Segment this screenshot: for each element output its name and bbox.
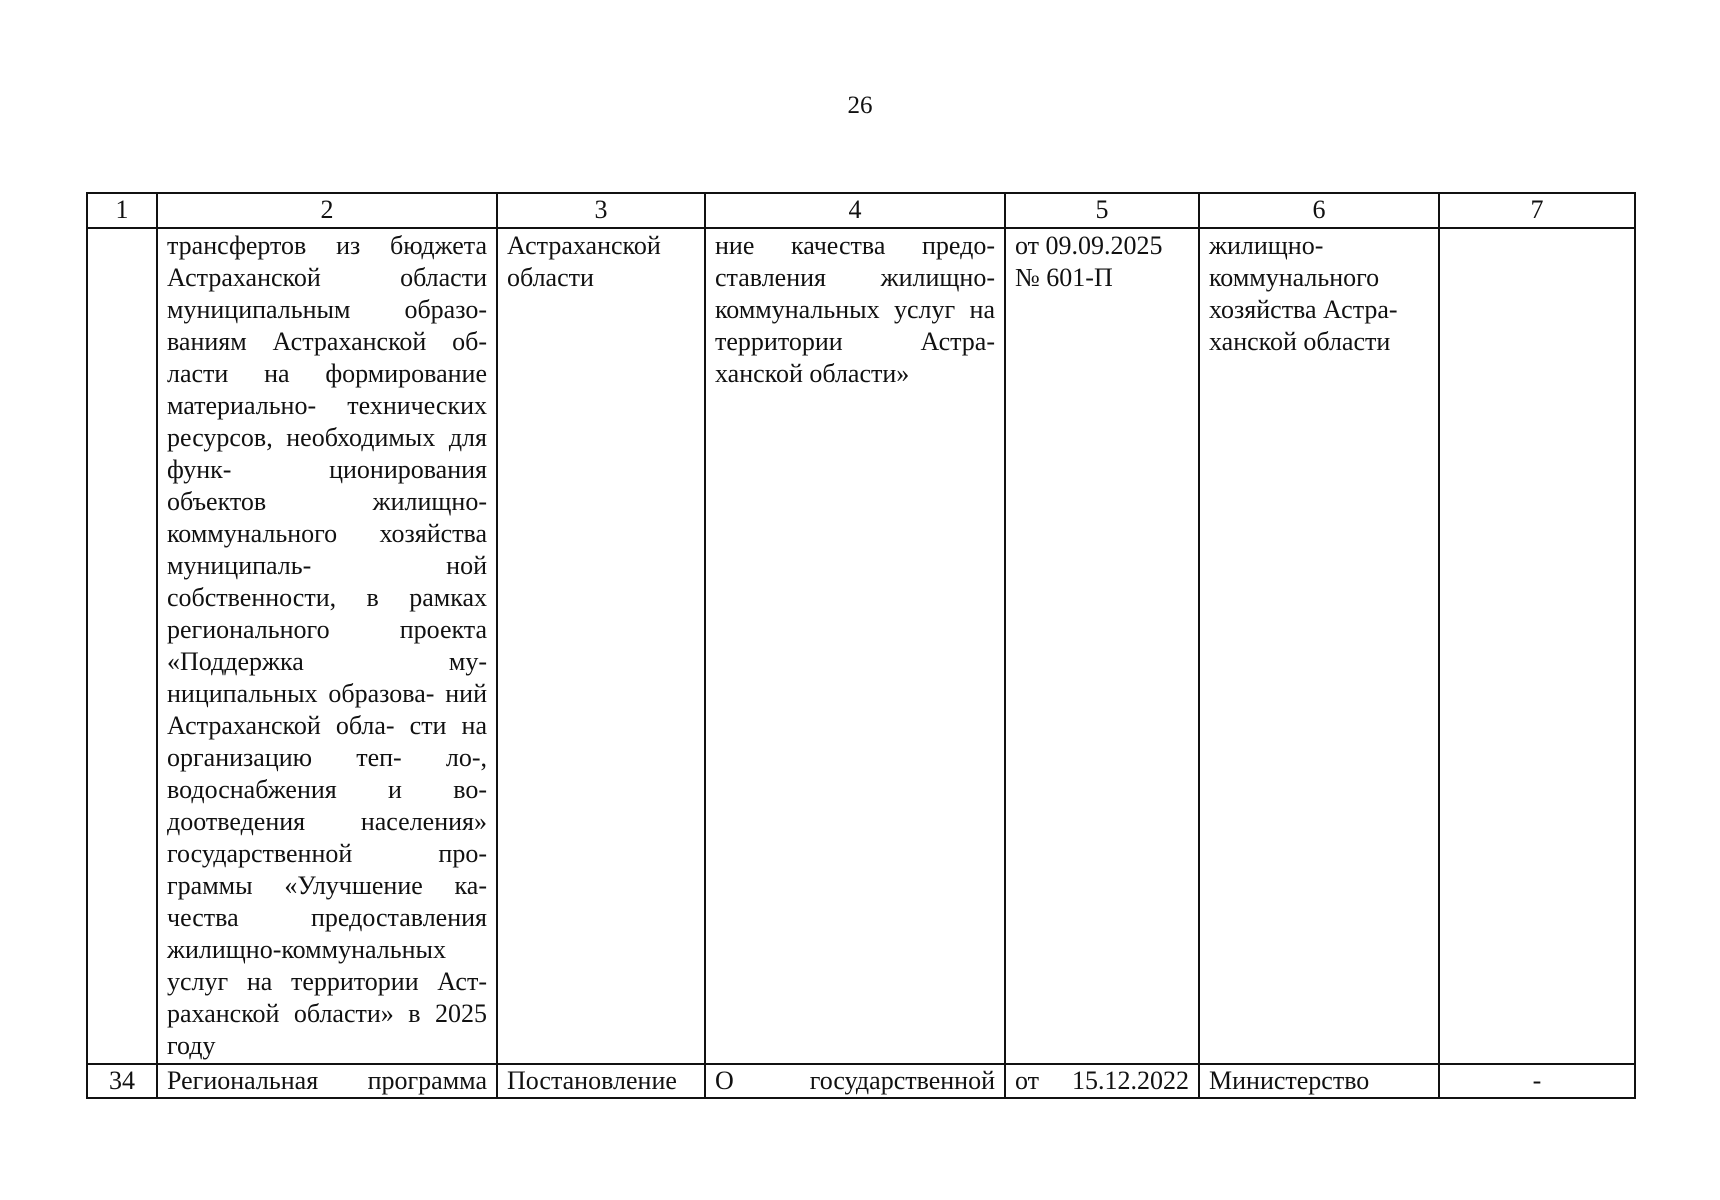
- header-col-1: 1: [87, 193, 157, 228]
- header-col-6: 6: [1199, 193, 1439, 228]
- cell-document-date: от 09.09.2025 № 601-П: [1005, 228, 1199, 1064]
- header-col-5: 5: [1005, 193, 1199, 228]
- cell-document-date: от 15.12.2022: [1005, 1064, 1199, 1098]
- header-col-4: 4: [705, 193, 1005, 228]
- cell-number: 34: [87, 1064, 157, 1098]
- cell-responsible: Министерство: [1199, 1064, 1439, 1098]
- table-header-row: [87, 193, 1635, 228]
- table-row: [87, 228, 1635, 1064]
- page-number: 26: [847, 92, 873, 119]
- cell-name: Региональная программа: [157, 1064, 497, 1098]
- cell-document-type: Астраханской области: [497, 228, 705, 1064]
- header-col-3: 3: [497, 193, 705, 228]
- document-table: [86, 192, 1636, 1099]
- cell-notes: -: [1439, 1064, 1635, 1098]
- cell-document-type: Постановление: [497, 1064, 705, 1098]
- cell-document-title: ние качества предо- ставления жилищно- коммунальных услуг на территории Астра- ханской области»: [705, 228, 1005, 1064]
- cell-notes: [1439, 228, 1635, 1064]
- cell-number: [87, 228, 157, 1064]
- cell-name: трансфертов из бюджета Астраханской области муниципальным образо- ваниям Астраханской об- ласти на формирование материально- технических ресурсов, необходимых для функ- ционирования объектов жилищно-коммунального хозяйства муниципаль- ной собственности, в рамках регионального проекта «Поддержка му- ниципальных образова- ний Астраханской обла- сти на организацию теп- ло-, водоснабжения и во- доотведения населения» государственной про- граммы «Улучшение ка- чества предоставления жилищно-коммунальных услуг на территории Аст- раханской области» в 2025 году: [157, 228, 497, 1064]
- header-col-2: 2: [157, 193, 497, 228]
- header-col-7: 7: [1439, 193, 1635, 228]
- cell-responsible: жилищно- коммунального хозяйства Астра- ханской области: [1199, 228, 1439, 1064]
- cell-document-title: О государственной: [705, 1064, 1005, 1098]
- table-row: [87, 1064, 1635, 1098]
